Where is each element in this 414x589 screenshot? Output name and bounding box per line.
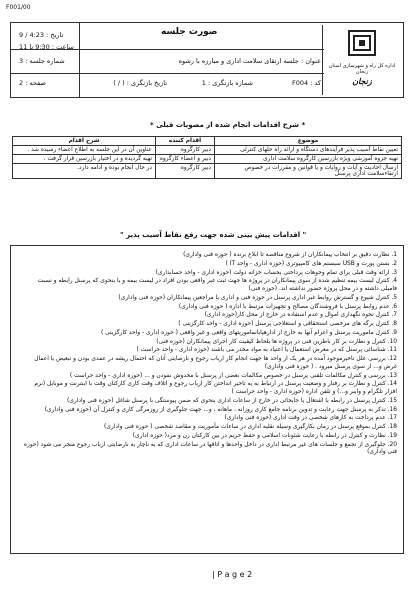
section2-title: " اقدامات پیش بینی شده جهت رفع نقاط آسیب پذیر " (120, 231, 307, 239)
list-item: 8. کنترل برگه های مرخصی استحقاقی و استعلاجی پرسنل (حوزه اداری - واحد کارگزینی ) (178, 321, 397, 328)
list-item: 12. بررسی علل تاخیرموجود آمده در هر یک از واحد ها جهت انجام کار ارباب رجوع و نارضایتی آنان که احتمال ریشه در عمدی بودن و تبعیض یا اعمال غرض و... از سوی پرسنل میرود . ( حوزه فنی واداری) (34, 356, 397, 370)
divider (11, 73, 324, 74)
list-item: 7. کنترل نحوه نگهداری اموال و عدم استفاده در خارج از محل کار(حوزه اداری) (204, 312, 397, 319)
logo (322, 25, 401, 95)
revision-number: شماره بازنگری : 1 (201, 79, 253, 87)
org-city: زنجان (352, 77, 372, 86)
session-number: شماره جلسه : 3 (19, 57, 65, 65)
list-item: 6. عدم روابط پرسنل با فروشندگان مصالح و تجهیزات مرتبط با اداره ( حوزه فنی واداری) (178, 303, 397, 310)
list-item: 16. تذکر به پرسنل جهت رعایت و تدوین برنامه جامع کاری روزانه ، ماهانه ، و... جهت جلوگیری از روزمرگی کاری و کنترل آن (حوزه فنی واداری) (44, 406, 397, 413)
list-item: 3. ارائه وقت قبلی برای تمام وجوهات پرداختی بحساب خزانه دولت (حوزه اداری - واحد حسابداری) (155, 269, 397, 276)
doc-title: صورت جلسه (161, 27, 218, 37)
list-item: 10. کنترل و نظارت بر کار ناظرین فنی در پروژه ها بلحاظ کیفیت کار اجرای پیمانکاران (حوزه فنی) (156, 338, 397, 345)
table-row (13, 155, 402, 164)
desc-cell: در حال انجام بوده و ادامه دارد. (13, 164, 156, 179)
col-actor: اقدام کننده (156, 137, 215, 146)
org-text: اداره کل راه و شهرسازی استان زنجان (328, 63, 396, 75)
list-item: 4. کنترل لیست بیمه تنظیم شده از سوی پیمانکاران در پروژه ها جهت ثبت غیر واقعی بودن افراد در لیست بیمه و یا بنحوی که پرسنل رابطه و نسبت فامیلی داشته و در محل پروژه حضور نداشته اند. (حوزه فنی) (37, 278, 397, 292)
col-topic: موضوع (215, 137, 402, 146)
list-item: 11. شناسائی پرسنل که در معرض استعمال یا اعتیاد به مواد مخدر می باشند (حوزه اداری - واحد حراست ) (136, 347, 397, 354)
list-item: 18. کنترل بموقع پرسنل در زمان بکارگیری وسیله نقلیه اداری در ساعات مأموریت و مقاصد شخصی ( حوزه فنی واداری) (103, 424, 397, 431)
list-item: 17. عدم پرداخت به کارهای شخصی در وقت اداری (حوزه فنی واداری) (224, 415, 397, 422)
list-item: 2. بستن پورت و USB سیستم های کامپیوتری (حوزه اداری - واحد IT ) (225, 260, 397, 267)
emblem-icon (345, 29, 379, 57)
actions-table (12, 136, 402, 179)
list-item: 14. کنترل و نظارت بر رفتار و وضعیت پرسنل در ارتباط به یه تاخیر انداختن کار ارباب رجوع و اتلاف وقت کاری کارکنان وقت با اینترنت و موبایل (نرم افزار تلگرام و وایبر و...) و تلفن اداره (حوزه اداری - واحد حراست ) (34, 381, 397, 395)
desc-cell: عناوین آن در این جلسه به اطلاع اعضاء رسیده شد . (13, 146, 156, 155)
table-row (13, 146, 402, 155)
page-footer: | P a g e 2 (212, 570, 253, 579)
list-item: 13. بررسی و کنترل مکالمات تلفنی پرسنل در خصوص مکالمات بعضی از پرسنل با مخدوش نمودن و ... (حوزه اداری - واحد حراست ) (69, 372, 397, 379)
actor-cell: دبیر و اعضاء کارگروه (156, 155, 215, 164)
code: کد : F004 (292, 79, 321, 87)
page-label: صفحه : 2 (19, 79, 46, 87)
subject: عنوان : جلسه ارتقای سلامت اداری و مبارزه با رشوه (178, 57, 321, 65)
topic-cell: تعیین نقاط آسیب پذیر فرآیندهای دستگاه و ارائه راه حلهای کنترلی (215, 146, 402, 155)
list-item: 5. کنترل شیوع و گسترش روابط غیر اداری پرسنل در حوزه فنی و اداری با مراجعین پیمانکاران (حوزه فنی واداری) (118, 294, 397, 301)
hour-label: ساعت : 9:30 تا 11 (19, 43, 74, 51)
date-label: تاریخ : 4:23 / 9 (19, 31, 64, 39)
actor-cell: دبیر کارگروه (156, 146, 215, 155)
topic-cell: تهیه جزوه آموزشی ویژه بازرسین کارگروه سلامت اداری (215, 155, 402, 164)
form-code: F001/00 (6, 4, 31, 11)
header-box (10, 22, 404, 98)
list-item: 19. نظارت و کنترل در رابطه با رعایت شئونات اسلامی و حفظ حریم در بین کارکنان زن و مرد( حوزه اداری) (132, 432, 397, 439)
revision-date: تاریخ بازنگری : ( / ) (113, 79, 167, 87)
divider (79, 23, 80, 97)
planned-actions-box (10, 245, 404, 554)
desc-cell: تهیه گردیده و در اختیار بازرسین قرار گرفت . (13, 155, 156, 164)
list-item: 1. نظارت دقیق بر انتخاب پیمانکاران از شروع مناقصه تا ابلاغ برنده ( حوزه فنی واداری) (183, 252, 397, 258)
list-item: 9. کنترل ماموریت پرسنل و اعزام آنها به خارج از ادارهپایانماموریتهای واقعی و غیر واقعی ( حوزه اداری - واحد کارگزینی ) (100, 329, 397, 336)
col-desc: شرح اقدام (13, 137, 156, 146)
table-row (13, 164, 402, 179)
section1-title: * شرح اقدامات انجام شده از مصوبات قبلی * (150, 121, 306, 129)
list-item: 15. کنترل پرسنل در رابطه با اشتغال یا جابجائی در خارج از ساعات اداری بنحوی که ضمن پیوستگی با پرسنل شاغل (حوزه فنی واداری) (66, 397, 397, 404)
list-item: 20. جلوگیری از تجمع و جلسات های غیر مرتبط اداری در داخل واحدها و اتاقها در ساعات اداری که به ناچار به نارضایتی ارباب رجوع منجر می شود (حوزه فنی واداری) (23, 441, 397, 456)
actor-cell: دبیر کارگروه (156, 164, 215, 179)
planned-actions-list (21, 252, 397, 458)
topic-cell: ارسال احادیث و آیات و روایات و یا قوانین و مقررات در خصوص ارتقاءسلامت اداری پرسنل (215, 164, 402, 179)
